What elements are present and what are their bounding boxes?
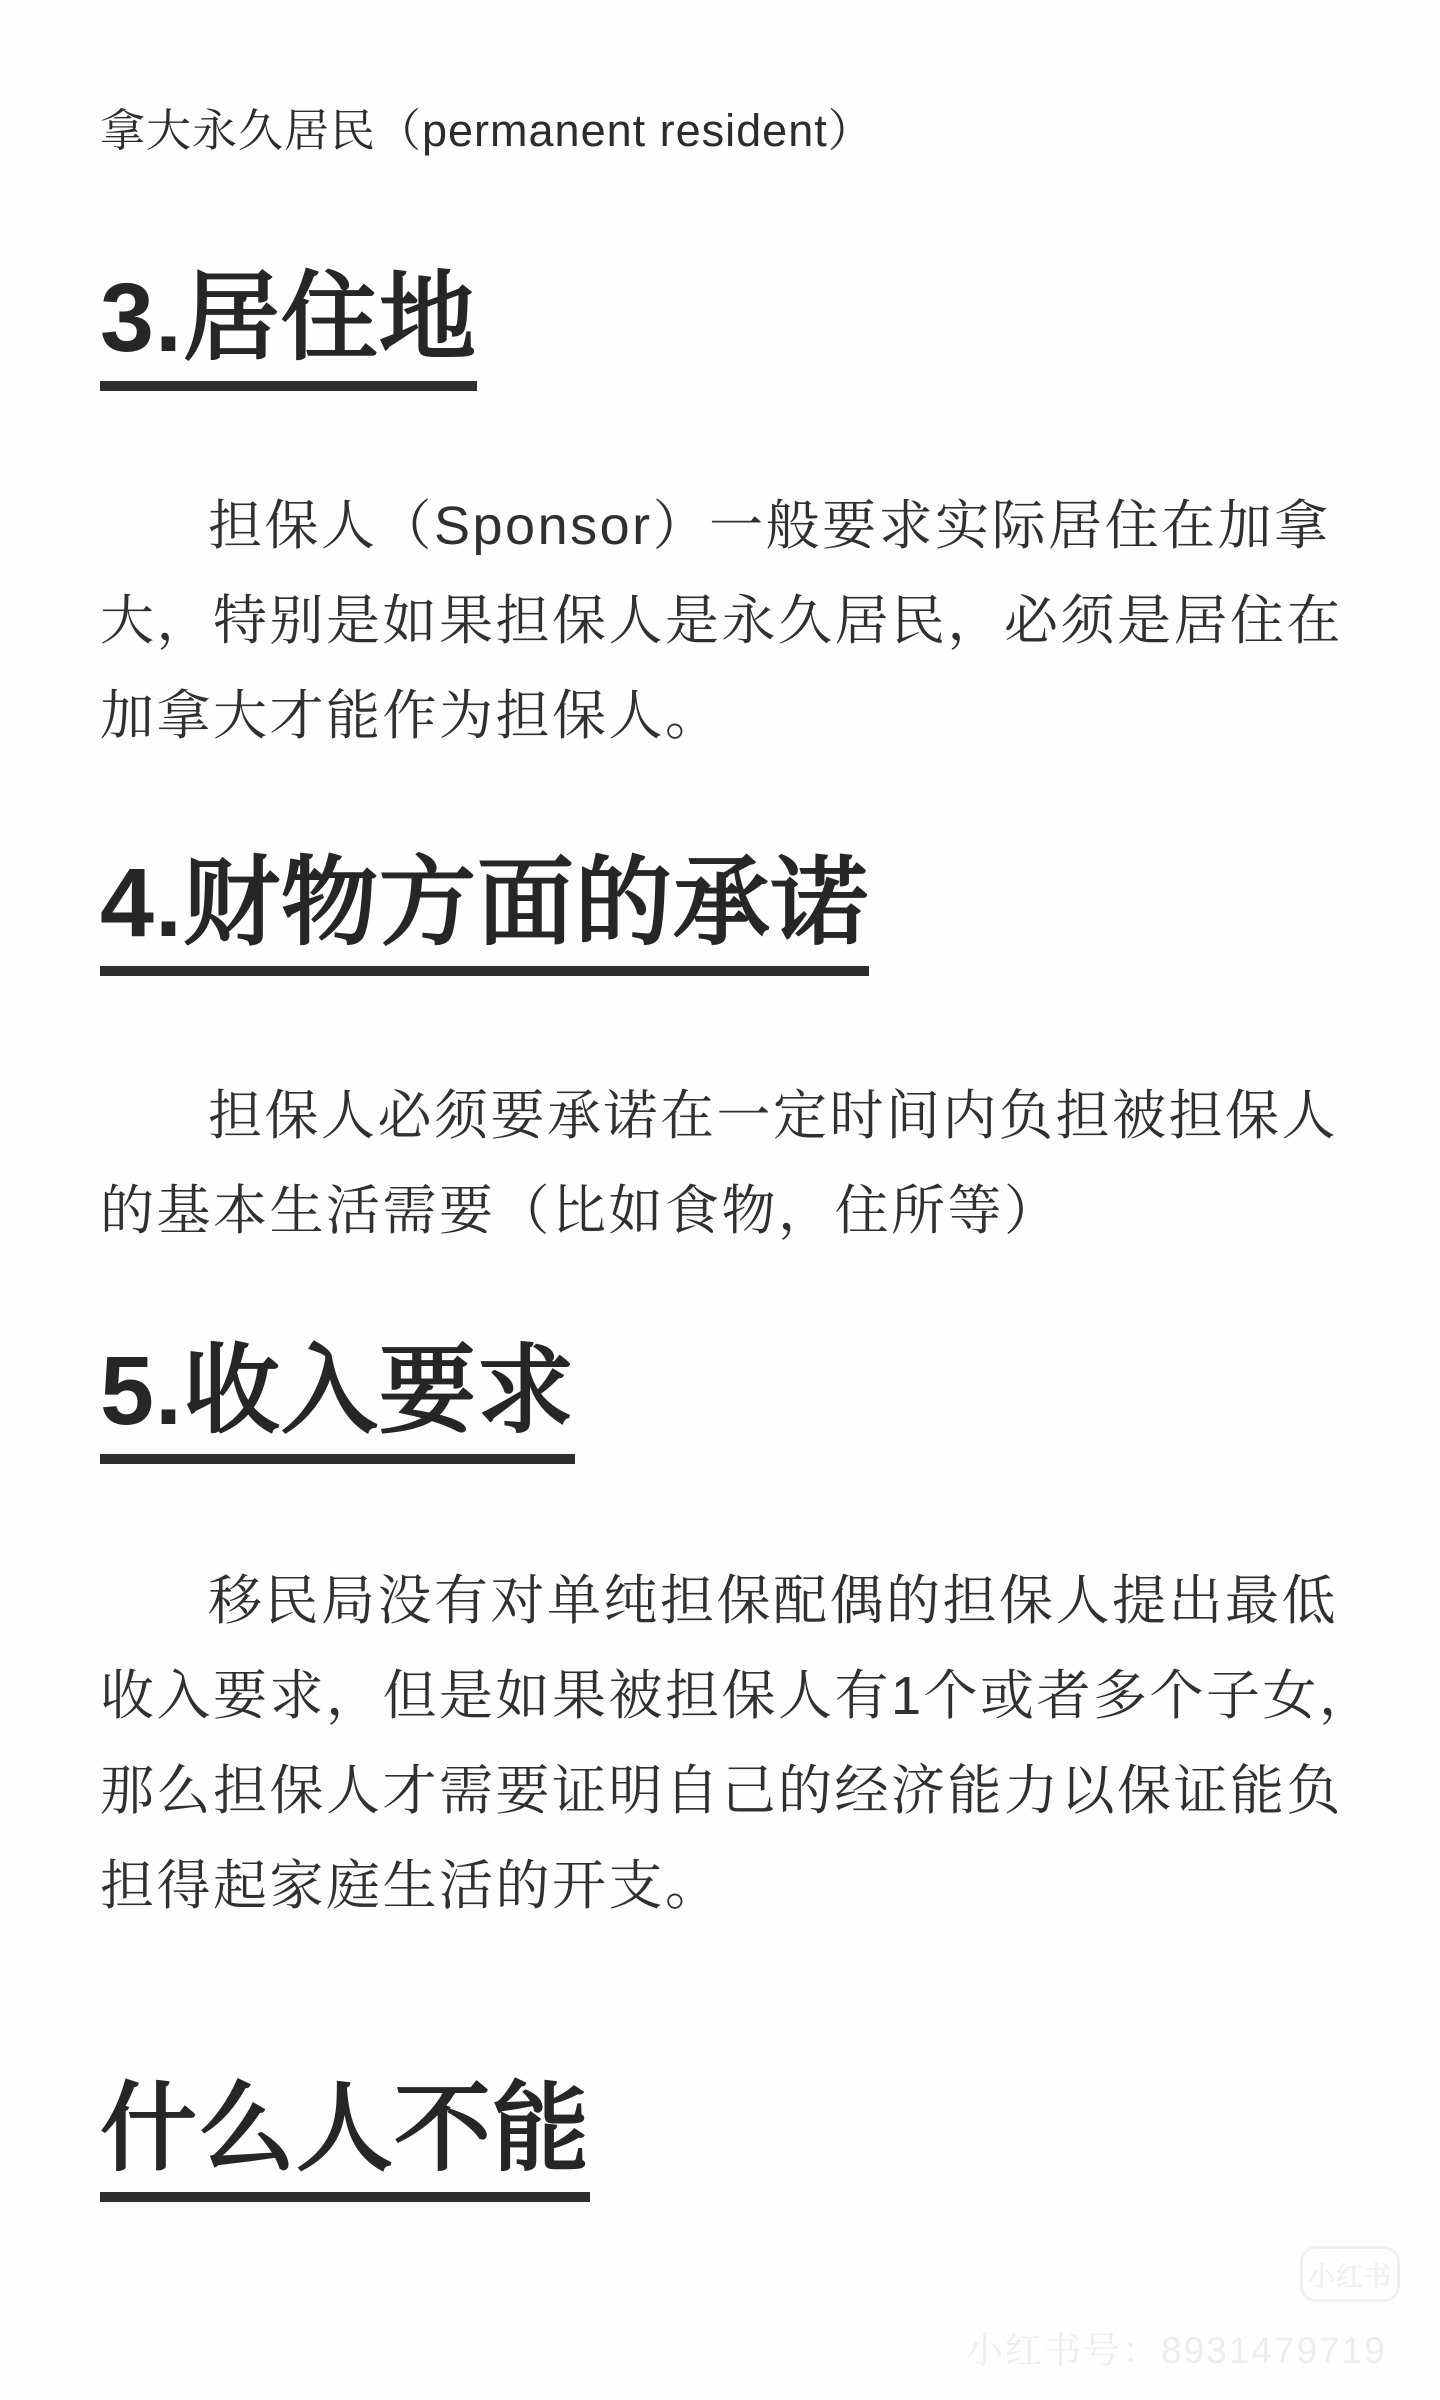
text-line: 加拿大才能作为担保人。 — [100, 686, 722, 746]
xiaohongshu-logo-badge — [1300, 2246, 1400, 2302]
text-line: 大，特别是如果担保人是永久居民，必须是居住在 — [100, 591, 1343, 651]
text-line: 那么担保人才需要证明自己的经济能力以保证能负 — [100, 1761, 1343, 1821]
section-heading-residence — [100, 262, 477, 391]
paragraph-residence — [100, 479, 1343, 764]
text-line: 担保人必须要承诺在一定时间内负担被担保人 — [208, 1086, 1338, 1146]
xiaohongshu-badge-label: 小红书 — [1308, 2261, 1392, 2292]
section-heading-financial-commitment — [100, 847, 869, 976]
section-heading-income-requirement — [100, 1335, 575, 1464]
paragraph-financial-commitment — [100, 1069, 1338, 1259]
text-line: 担得起家庭生活的开支。 — [100, 1856, 722, 1916]
text-line: 收入要求，但是如果被担保人有1个或者多个子女， — [100, 1666, 1376, 1726]
heading-text: 3.居住地 — [100, 266, 477, 391]
heading-text: 4.财物方面的承诺 — [100, 851, 869, 976]
section-heading-who-cannot — [100, 2073, 590, 2202]
xiaohongshu-id-watermark: 小红书号：8931479719 — [966, 2330, 1387, 2371]
heading-text: 什么人不能 — [100, 2077, 590, 2202]
text-line: 的基本生活需要（比如食物，住所等） — [100, 1181, 1061, 1241]
text-line: 担保人（Sponsor）一般要求实际居住在加拿 — [208, 496, 1331, 556]
heading-text: 5.收入要求 — [100, 1339, 575, 1464]
intro-continuation-text: 拿大永久居民（permanent resident） — [100, 105, 874, 156]
paragraph-income-requirement — [100, 1554, 1376, 1934]
text-line: 移民局没有对单纯担保配偶的担保人提出最低 — [208, 1571, 1338, 1631]
